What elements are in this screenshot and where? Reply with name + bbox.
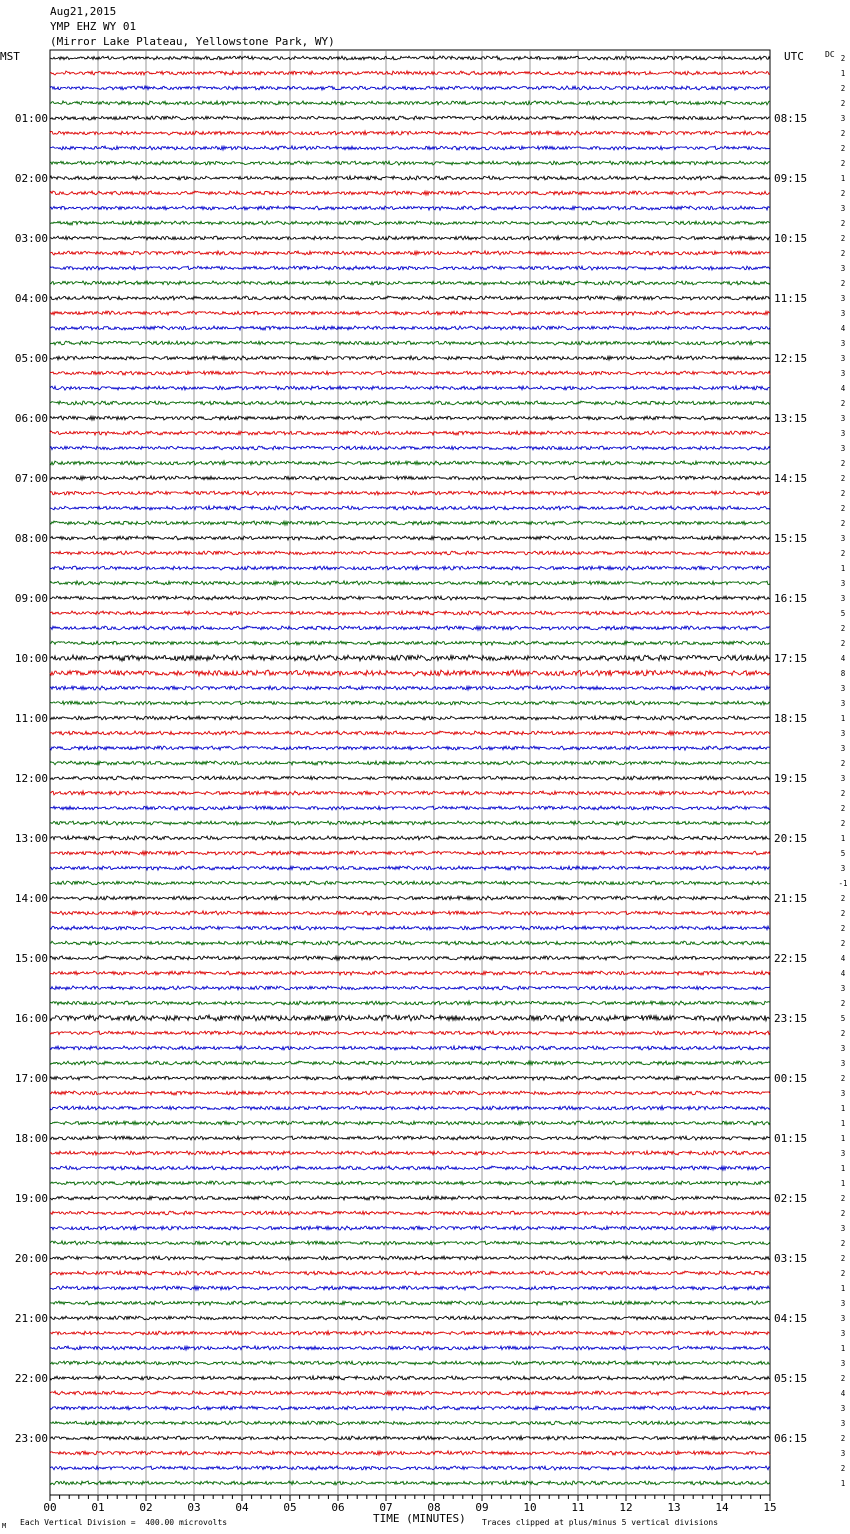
dc-offset-label: 2 [840, 144, 846, 153]
trace-row [50, 341, 770, 345]
mst-hour-label: 20:00 [14, 1252, 48, 1265]
dc-offset-label: 2 [840, 804, 846, 813]
dc-offset-label: 3 [840, 1359, 846, 1368]
dc-offset-label: 3 [840, 204, 846, 213]
trace-row [50, 1466, 770, 1470]
trace-row [50, 1076, 770, 1080]
trace-row [50, 926, 770, 930]
trace-row [50, 56, 770, 60]
dc-offset-label: 3 [840, 444, 846, 453]
dc-offset-label: 1 [840, 834, 846, 843]
trace-row [50, 1136, 770, 1140]
trace-row [50, 551, 770, 555]
trace-row [50, 716, 770, 720]
trace-row [50, 311, 770, 315]
dc-offset-label: 2 [840, 219, 846, 228]
trace-row [50, 356, 770, 360]
trace-row [50, 896, 770, 900]
dc-offset-label: 1 [840, 1104, 846, 1113]
dc-offset-label: 1 [840, 1344, 846, 1353]
dc-offset-label: 2 [840, 99, 846, 108]
trace-row [50, 1481, 770, 1485]
trace-row [50, 806, 770, 810]
utc-hour-label: 12:15 [774, 352, 808, 365]
trace-row [50, 1046, 770, 1050]
dc-offset-label: 1 [840, 1284, 846, 1293]
dc-offset-label: 3 [840, 1404, 846, 1413]
trace-row [50, 1015, 770, 1021]
dc-offset-label: 2 [840, 504, 846, 513]
utc-hour-label: 10:15 [774, 232, 808, 245]
dc-offset-label: 4 [840, 324, 846, 333]
trace-row [50, 1241, 770, 1245]
x-tick-label: 01 [91, 1501, 105, 1514]
x-tick-label: 00 [43, 1501, 57, 1514]
trace-row [50, 1001, 770, 1005]
dc-offset-label: -1 [838, 879, 848, 888]
x-tick-label: 14 [715, 1501, 729, 1514]
trace-row [50, 1256, 770, 1260]
trace-row [50, 236, 770, 240]
trace-row [50, 1211, 770, 1215]
trace-row [50, 416, 770, 420]
dc-offset-label: 2 [840, 399, 846, 408]
mst-hour-label: 19:00 [14, 1192, 48, 1205]
x-tick-label: 15 [763, 1501, 777, 1514]
utc-hour-label: 17:15 [774, 652, 808, 665]
location-title: (Mirror Lake Plateau, Yellowstone Park, WY) [50, 35, 335, 48]
dc-offset-label: 3 [840, 729, 846, 738]
dc-offset-label: 2 [840, 234, 846, 243]
mst-axis-label: MST [0, 50, 20, 63]
trace-row [50, 1391, 770, 1395]
mst-hour-label: 09:00 [14, 592, 48, 605]
dc-offset-label: 2 [840, 1029, 846, 1038]
trace-row [50, 206, 770, 210]
dc-offset-label: 5 [840, 849, 846, 858]
dc-offset-label: 5 [840, 1014, 846, 1023]
dc-offset-label: 2 [840, 1239, 846, 1248]
dc-offset-label: 3 [840, 1089, 846, 1098]
dc-offset-label: 1 [840, 1134, 846, 1143]
utc-hour-label: 00:15 [774, 1072, 808, 1085]
utc-hour-label: 20:15 [774, 832, 808, 845]
x-tick-label: 05 [283, 1501, 297, 1514]
trace-row [50, 581, 770, 585]
x-axis-title: TIME (MINUTES) [373, 1512, 466, 1525]
utc-hour-label: 13:15 [774, 412, 808, 425]
mst-hour-label: 17:00 [14, 1072, 48, 1085]
dc-offset-label: 2 [840, 1269, 846, 1278]
utc-hour-label: 02:15 [774, 1192, 808, 1205]
vertical-division-note: Each Vertical Division = 400.00 microvolts [20, 1518, 228, 1527]
trace-row [50, 1436, 770, 1440]
trace-row [50, 1406, 770, 1410]
trace-row [50, 131, 770, 135]
trace-row [50, 326, 770, 330]
dc-offset-label: 3 [840, 369, 846, 378]
mst-hour-label: 12:00 [14, 772, 48, 785]
trace-row [50, 296, 770, 300]
dc-offset-label: 2 [840, 1464, 846, 1473]
utc-hour-label: 18:15 [774, 712, 808, 725]
x-tick-label: 03 [187, 1501, 201, 1514]
utc-hour-label: 23:15 [774, 1012, 808, 1025]
dc-offset-label: 2 [840, 819, 846, 828]
dc-offset-label: 3 [840, 744, 846, 753]
trace-row [50, 1451, 770, 1455]
dc-offset-label: 1 [840, 1179, 846, 1188]
dc-offset-label: 3 [840, 579, 846, 588]
dc-offset-label: 3 [840, 1419, 846, 1428]
dc-offset-label: 3 [840, 429, 846, 438]
mst-hour-label: 07:00 [14, 472, 48, 485]
trace-row [50, 371, 770, 375]
trace-row [50, 611, 770, 615]
trace-row [50, 1181, 770, 1185]
trace-row [50, 491, 770, 495]
mst-hour-label: 16:00 [14, 1012, 48, 1025]
trace-row [50, 941, 770, 945]
dc-offset-label: 3 [840, 1059, 846, 1068]
dc-offset-label: 3 [840, 699, 846, 708]
utc-hour-label: 14:15 [774, 472, 808, 485]
mst-hour-label: 01:00 [14, 112, 48, 125]
dc-offset-label: 2 [840, 1209, 846, 1218]
trace-row [50, 536, 770, 540]
trace-row [50, 1061, 770, 1065]
corner-mark: M [2, 1522, 7, 1530]
trace-row [50, 461, 770, 465]
trace-row [50, 401, 770, 405]
dc-offset-label: 4 [840, 954, 846, 963]
trace-row [50, 626, 770, 630]
trace-row [50, 251, 770, 255]
trace-row [50, 851, 770, 855]
utc-hour-label: 22:15 [774, 952, 808, 965]
trace-row [50, 881, 770, 885]
trace-row [50, 836, 770, 840]
dc-offset-label: 3 [840, 1329, 846, 1338]
dc-offset-label: 3 [840, 1044, 846, 1053]
utc-hour-label: 01:15 [774, 1132, 808, 1145]
dc-offset-label: 1 [840, 1479, 846, 1488]
x-tick-label: 04 [235, 1501, 249, 1514]
utc-hour-label: 15:15 [774, 532, 808, 545]
trace-row [50, 1376, 770, 1380]
dc-offset-label: 2 [840, 939, 846, 948]
dc-offset-label: 8 [840, 669, 846, 678]
dc-offset-label: 3 [840, 309, 846, 318]
trace-row [50, 1421, 770, 1425]
utc-hour-label: 06:15 [774, 1432, 808, 1445]
x-tick-label: 13 [667, 1501, 681, 1514]
utc-hour-label: 08:15 [774, 112, 808, 125]
mst-hour-label: 13:00 [14, 832, 48, 845]
trace-row [50, 641, 770, 645]
x-tick-label: 07 [379, 1501, 393, 1514]
dc-offset-label: 2 [840, 474, 846, 483]
dc-offset-label: 3 [840, 414, 846, 423]
trace-row [50, 1166, 770, 1170]
trace-row [50, 506, 770, 510]
dc-offset-label: 2 [840, 759, 846, 768]
dc-offset-label: 3 [840, 774, 846, 783]
trace-row [50, 161, 770, 165]
trace-row [50, 686, 770, 690]
dc-offset-label: 3 [840, 534, 846, 543]
dc-offset-label: 2 [840, 1254, 846, 1263]
x-tick-label: 06 [331, 1501, 345, 1514]
trace-row [50, 731, 770, 735]
trace-row [50, 1091, 770, 1095]
utc-hour-label: 03:15 [774, 1252, 808, 1265]
dc-offset-label: 2 [840, 549, 846, 558]
trace-row [50, 1121, 770, 1125]
utc-hour-label: 09:15 [774, 172, 808, 185]
trace-row [50, 146, 770, 150]
mst-hour-label: 05:00 [14, 352, 48, 365]
mst-hour-label: 03:00 [14, 232, 48, 245]
dc-offset-label: 2 [840, 789, 846, 798]
x-tick-label: 11 [571, 1501, 585, 1514]
trace-row [50, 956, 770, 960]
dc-offset-label: 3 [840, 1299, 846, 1308]
dc-offset-label: 2 [840, 279, 846, 288]
utc-hour-label: 04:15 [774, 1312, 808, 1325]
utc-hour-label: 16:15 [774, 592, 808, 605]
utc-axis-label: UTC [784, 50, 804, 63]
trace-row [50, 670, 770, 676]
dc-offset-label: 1 [840, 1119, 846, 1128]
mst-hour-label: 10:00 [14, 652, 48, 665]
trace-row [50, 791, 770, 795]
mst-hour-label: 23:00 [14, 1432, 48, 1445]
dc-offset-label: 3 [840, 684, 846, 693]
mst-hour-label: 14:00 [14, 892, 48, 905]
dc-offset-label: 2 [840, 129, 846, 138]
x-tick-label: 09 [475, 1501, 489, 1514]
dc-offset-label: 2 [840, 1434, 846, 1443]
utc-hour-label: 11:15 [774, 292, 808, 305]
trace-row [50, 911, 770, 915]
station-title: YMP EHZ WY 01 [50, 20, 137, 33]
trace-row [50, 596, 770, 600]
mst-hour-label: 18:00 [14, 1132, 48, 1145]
dc-offset-label: 3 [840, 1449, 846, 1458]
mst-hour-label: 22:00 [14, 1372, 48, 1385]
trace-row [50, 521, 770, 525]
dc-offset-label: 3 [840, 339, 846, 348]
trace-row [50, 566, 770, 570]
dc-offset-label: 2 [840, 909, 846, 918]
trace-row [50, 1286, 770, 1290]
dc-offset-label: 3 [840, 354, 846, 363]
trace-row [50, 1271, 770, 1275]
trace-row [50, 1226, 770, 1230]
trace-row [50, 1301, 770, 1305]
dc-offset-label: 2 [840, 639, 846, 648]
trace-row [50, 176, 770, 180]
dc-offset-label: 2 [840, 624, 846, 633]
trace-row [50, 1346, 770, 1350]
dc-offset-label: 3 [840, 114, 846, 123]
trace-row [50, 1316, 770, 1320]
utc-hour-label: 05:15 [774, 1372, 808, 1385]
trace-row [50, 266, 770, 270]
dc-offset-label: 3 [840, 1149, 846, 1158]
dc-offset-label: 1 [840, 69, 846, 78]
trace-row [50, 431, 770, 435]
trace-row [50, 116, 770, 120]
dc-offset-label: 2 [840, 459, 846, 468]
trace-row [50, 701, 770, 705]
trace-row [50, 776, 770, 780]
dc-offset-label: 3 [840, 294, 846, 303]
mst-hour-label: 11:00 [14, 712, 48, 725]
trace-row [50, 1106, 770, 1110]
trace-row [50, 191, 770, 195]
trace-row [50, 221, 770, 225]
dc-axis-label: DC [825, 50, 835, 59]
dc-offset-label: 2 [840, 1374, 846, 1383]
dc-offset-label: 2 [840, 489, 846, 498]
mst-hour-label: 04:00 [14, 292, 48, 305]
dc-offset-label: 2 [840, 519, 846, 528]
mst-hour-label: 08:00 [14, 532, 48, 545]
dc-offset-label: 5 [840, 609, 846, 618]
dc-offset-label: 4 [840, 969, 846, 978]
dc-offset-label: 2 [840, 249, 846, 258]
dc-offset-label: 1 [840, 714, 846, 723]
trace-row [50, 761, 770, 765]
dc-offset-label: 1 [840, 174, 846, 183]
dc-offset-label: 2 [840, 1194, 846, 1203]
x-tick-label: 12 [619, 1501, 633, 1514]
dc-offset-label: 3 [840, 264, 846, 273]
dc-offset-label: 3 [840, 984, 846, 993]
dc-offset-label: 4 [840, 654, 846, 663]
dc-offset-label: 3 [840, 594, 846, 603]
trace-row [50, 971, 770, 975]
dc-offset-label: 2 [840, 54, 846, 63]
x-tick-label: 08 [427, 1501, 441, 1514]
trace-row [50, 866, 770, 870]
trace-row [50, 446, 770, 450]
trace-row [50, 746, 770, 750]
x-tick-label: 10 [523, 1501, 537, 1514]
utc-hour-label: 21:15 [774, 892, 808, 905]
x-tick-label: 02 [139, 1501, 153, 1514]
dc-offset-label: 2 [840, 924, 846, 933]
mst-hour-label: 15:00 [14, 952, 48, 965]
trace-row [50, 386, 770, 390]
dc-offset-label: 3 [840, 1314, 846, 1323]
mst-hour-label: 06:00 [14, 412, 48, 425]
trace-row [50, 655, 770, 661]
dc-offset-label: 3 [840, 864, 846, 873]
trace-row [50, 476, 770, 480]
trace-row [50, 821, 770, 825]
dc-offset-label: 2 [840, 999, 846, 1008]
clip-note: Traces clipped at plus/minus 5 vertical divisions [482, 1518, 719, 1527]
trace-row [50, 1031, 770, 1035]
dc-offset-label: 3 [840, 1224, 846, 1233]
trace-row [50, 281, 770, 285]
dc-offset-label: 2 [840, 84, 846, 93]
trace-row [50, 86, 770, 90]
trace-row [50, 1331, 770, 1335]
dc-offset-label: 4 [840, 1389, 846, 1398]
utc-hour-label: 19:15 [774, 772, 808, 785]
trace-row [50, 986, 770, 990]
dc-offset-label: 2 [840, 1074, 846, 1083]
dc-offset-label: 1 [840, 1164, 846, 1173]
dc-offset-label: 2 [840, 189, 846, 198]
mst-hour-label: 02:00 [14, 172, 48, 185]
trace-row [50, 1361, 770, 1365]
dc-offset-label: 1 [840, 564, 846, 573]
date-title: Aug21,2015 [50, 5, 117, 18]
mst-hour-label: 21:00 [14, 1312, 48, 1325]
trace-row [50, 101, 770, 105]
trace-row [50, 1196, 770, 1200]
dc-offset-label: 4 [840, 384, 846, 393]
trace-row [50, 71, 770, 75]
dc-offset-label: 2 [840, 159, 846, 168]
trace-row [50, 1151, 770, 1155]
dc-offset-label: 2 [840, 894, 846, 903]
